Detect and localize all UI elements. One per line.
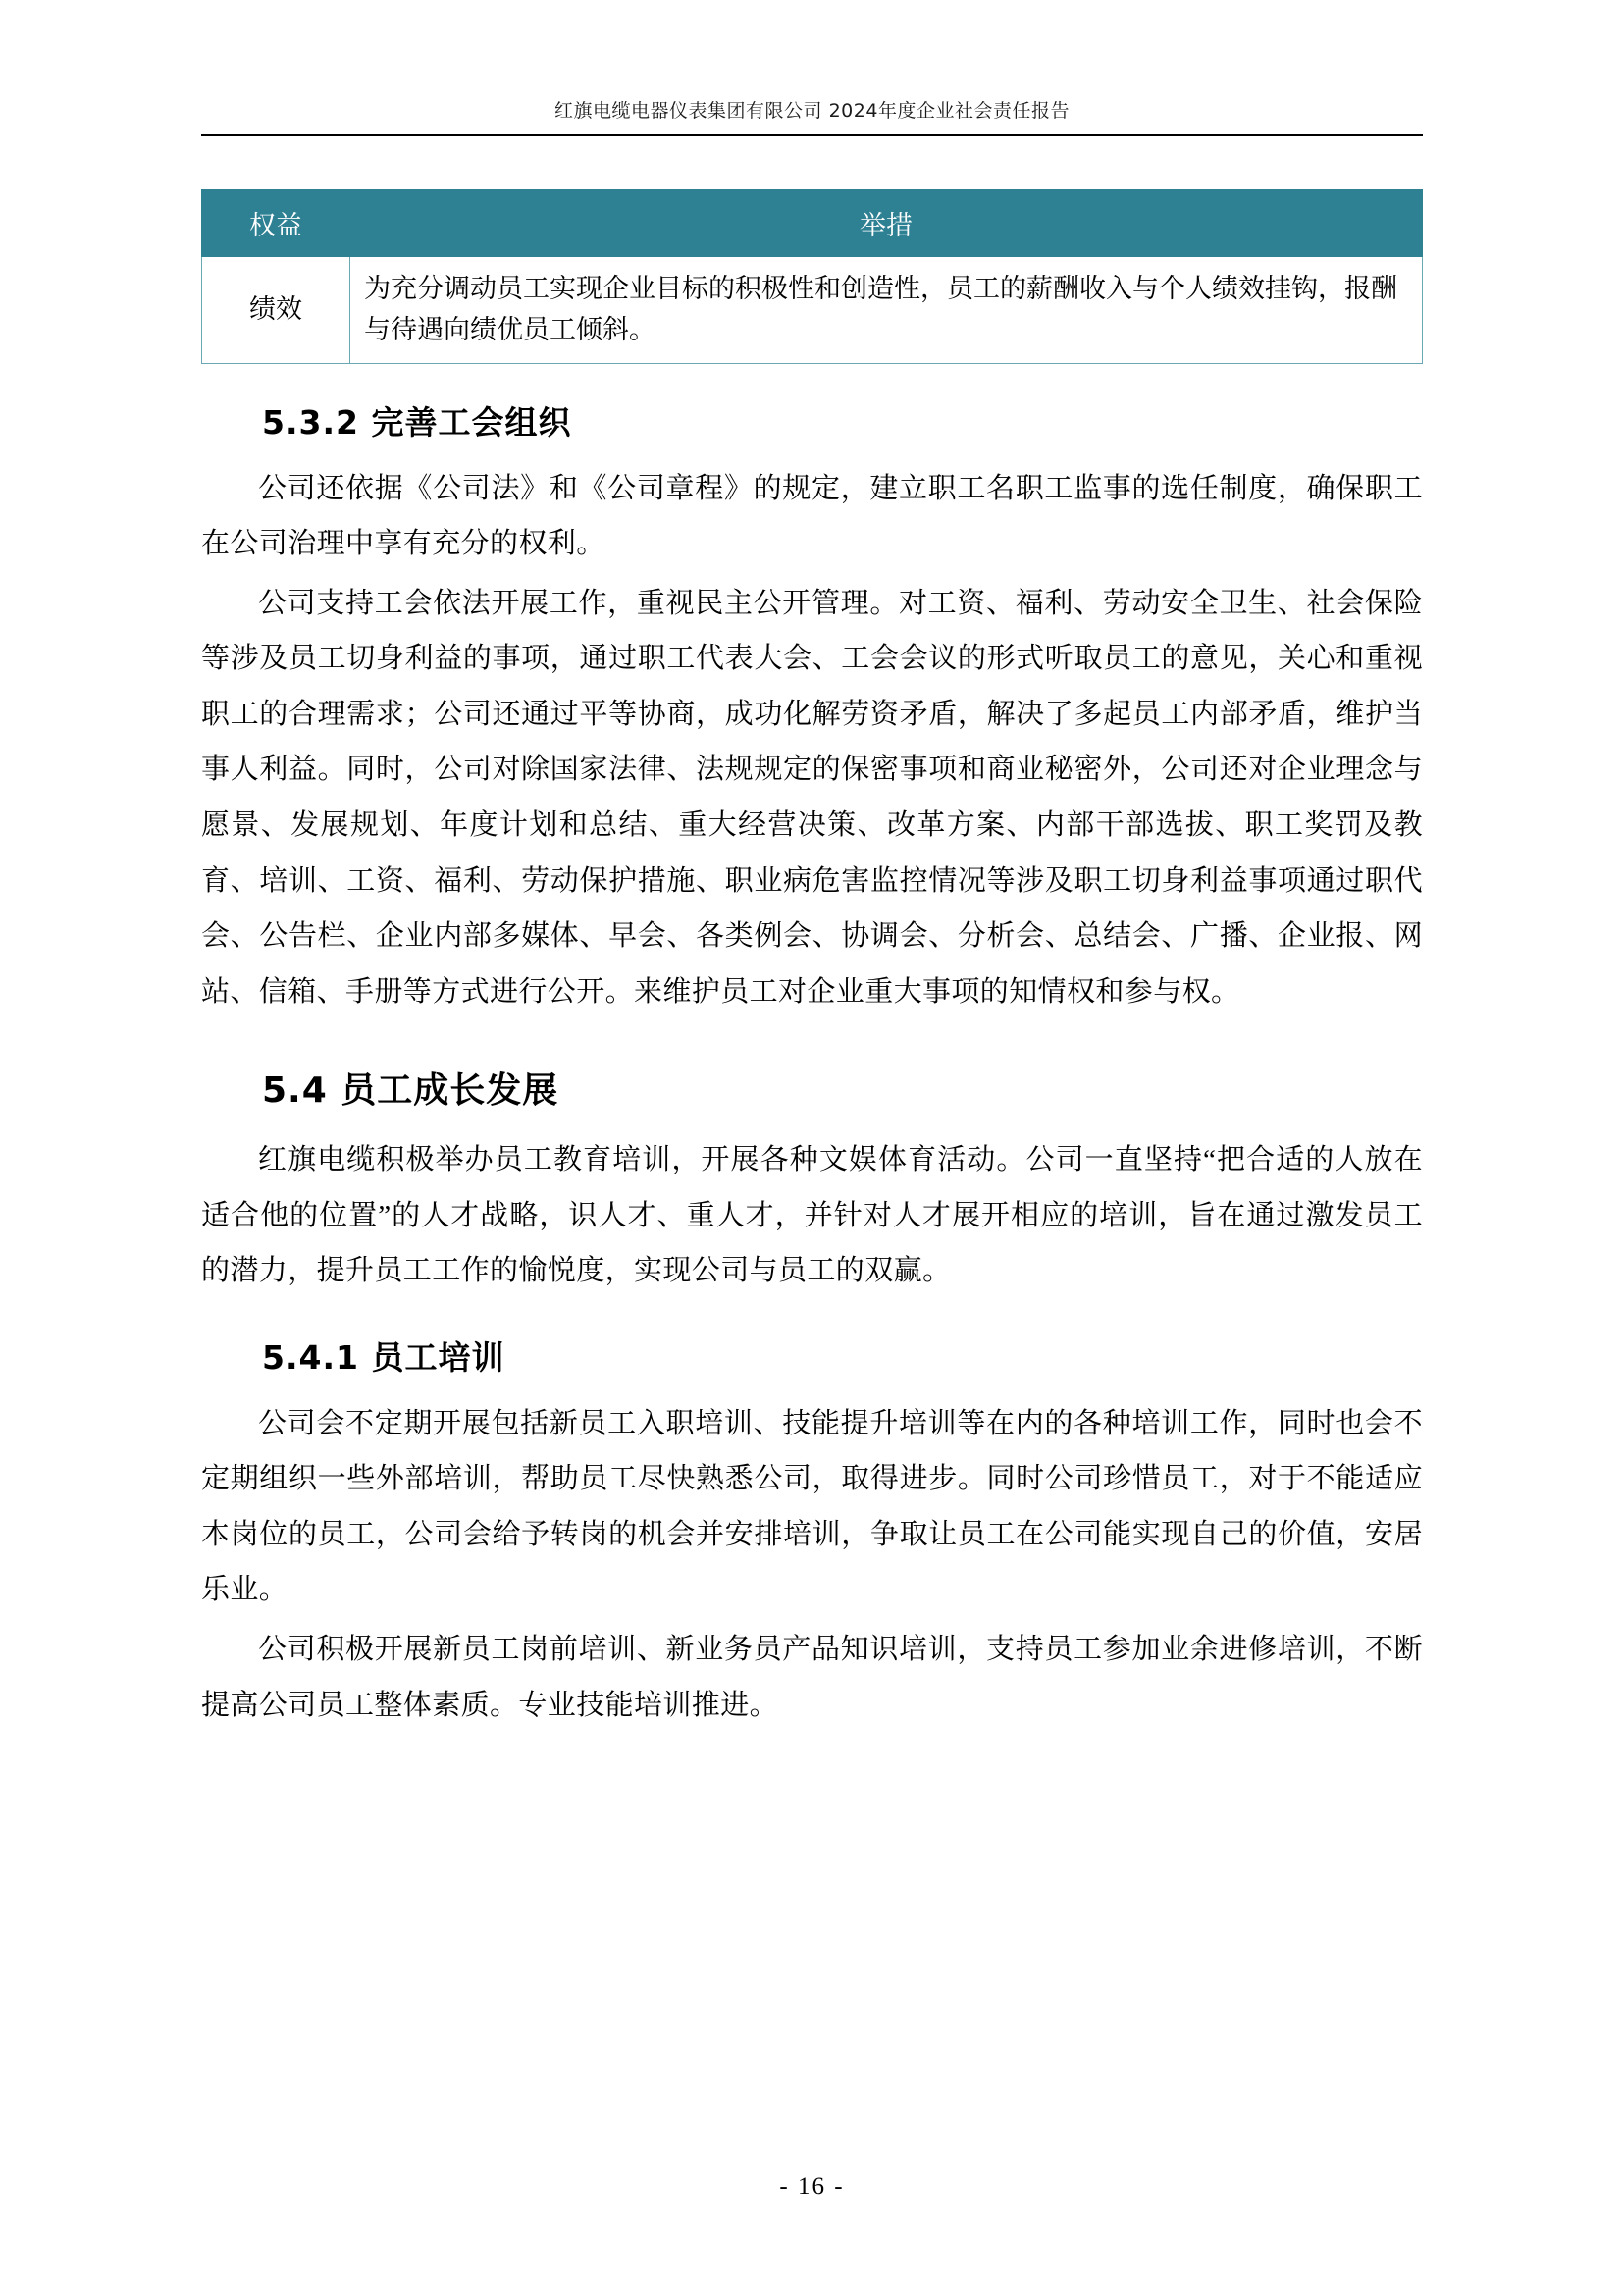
table-cell-measure: 为充分调动员工实现企业目标的积极性和创造性，员工的薪酬收入与个人绩效挂钩，报酬与待遇向绩优员工倾斜。 xyxy=(350,257,1423,364)
paragraph-5-4-1: 红旗电缆积极举办员工教育培训，开展各种文娱体育活动。公司一直坚持“把合适的人放在适合他的位置”的人才战略，识人才、重人才，并针对人才展开相应的培训，旨在通过激发员工的潜力，提升员工工作的愉悦度，实现公司与员工的双赢。 xyxy=(201,1144,1423,1287)
page-header xyxy=(201,96,1423,136)
header-divider xyxy=(201,134,1423,136)
table-row xyxy=(202,257,1423,364)
page-number: - 16 - xyxy=(779,2173,845,2200)
table-col-measures: 举措 xyxy=(350,190,1423,257)
page-content xyxy=(201,182,1423,1737)
paragraph-5-4-1-1: 公司会不定期开展包括新员工入职培训、技能提升培训等在内的各种培训工作，同时也会不定期组织一些外部培训，帮助员工尽快熟悉公司，取得进步。同时公司珍惜员工，对于不能适应本岗位的员工，公司会给予转岗的机会并安排培训，争取让员工在公司能实现自己的价值，安居乐业。 xyxy=(201,1407,1423,1606)
table-cell-rights: 绩效 xyxy=(202,257,350,364)
paragraph-5-3-2-1: 公司还依据《公司法》和《公司章程》的规定，建立职工名职工监事的选任制度，确保职工在公司治理中享有充分的权利。 xyxy=(201,472,1423,560)
header-title: 红旗电缆电器仪表集团有限公司 2024年度企业社会责任报告 xyxy=(554,100,1070,122)
table-col-rights: 权益 xyxy=(202,190,350,257)
page-footer xyxy=(0,2173,1624,2201)
heading-5-4-1: 5.4.1 员工培训 xyxy=(262,1337,505,1377)
paragraph-5-4-1-2: 公司积极开展新员工岗前培训、新业务员产品知识培训，支持员工参加业余进修培训，不断提高公司员工整体素质。专业技能培训推进。 xyxy=(201,1633,1423,1721)
table-head xyxy=(202,190,1423,257)
heading-5-3-2: 5.3.2 完善工会组织 xyxy=(262,402,572,442)
paragraph-5-3-2-2: 公司支持工会依法开展工作，重视民主公开管理。对工资、福利、劳动安全卫生、社会保险等涉及员工切身利益的事项，通过职工代表大会、工会会议的形式听取员工的意见，关心和重视职工的合理需求；公司还通过平等协商，成功化解劳资矛盾，解决了多起员工内部矛盾，维护当事人利益。同时，公司对除国家法律、法规规定的保密事项和商业秘密外，公司还对企业理念与愿景、发展规划、年度计划和总结、重大经营决策、改革方案、内部干部选拔、职工奖罚及教育、培训、工资、福利、劳动保护措施、职业病危害监控情况等涉及职工切身利益事项通过职代会、公告栏、企业内部多媒体、早会、各类例会、协调会、分析会、总结会、广播、企业报、网站、信箱、手册等方式进行公开。来维护员工对企业重大事项的知情权和参与权。 xyxy=(201,587,1423,1008)
table-header-row xyxy=(202,190,1423,257)
table-body xyxy=(202,257,1423,364)
rights-measures-table xyxy=(201,189,1423,364)
heading-5-4: 5.4 员工成长发展 xyxy=(262,1070,559,1112)
